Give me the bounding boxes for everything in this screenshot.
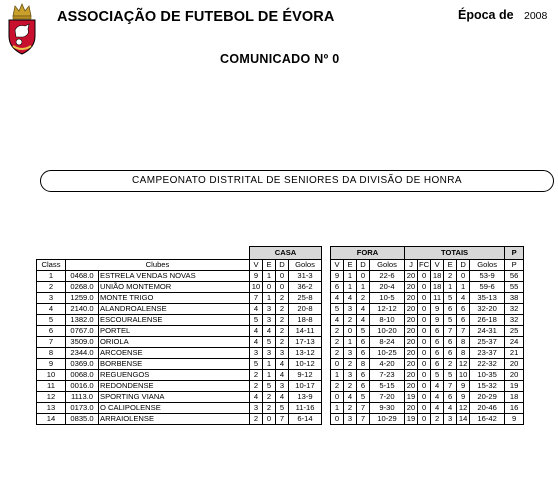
col-points: P bbox=[505, 260, 524, 271]
row-tot-e: 1 bbox=[444, 282, 457, 293]
column-header-row bbox=[37, 260, 524, 271]
row-tot-v: 6 bbox=[431, 326, 444, 337]
row-club-code: 1382.0 bbox=[66, 315, 99, 326]
row-points: 55 bbox=[505, 282, 524, 293]
row-points: 25 bbox=[505, 326, 524, 337]
col-fora-e: E bbox=[344, 260, 357, 271]
row-club-code: 0016.0 bbox=[66, 381, 99, 392]
row-club-code: 1113.0 bbox=[66, 392, 99, 403]
row-tot-j: 20 bbox=[405, 326, 418, 337]
row-tot-fc: 0 bbox=[418, 304, 431, 315]
row-club-code: 2140.0 bbox=[66, 304, 99, 315]
row-tot-j: 20 bbox=[405, 337, 418, 348]
row-club-code: 3509.0 bbox=[66, 337, 99, 348]
table-row bbox=[37, 326, 524, 337]
row-fora-v: 4 bbox=[331, 315, 344, 326]
row-position: 9 bbox=[37, 359, 66, 370]
row-tot-v: 4 bbox=[431, 381, 444, 392]
table-row bbox=[37, 348, 524, 359]
row-position: 1 bbox=[37, 271, 66, 282]
row-casa-golos: 6-14 bbox=[289, 414, 322, 425]
row-club-name: BORBENSE bbox=[99, 359, 250, 370]
row-tot-d: 12 bbox=[457, 359, 470, 370]
col-tot-v: V bbox=[431, 260, 444, 271]
row-tot-fc: 0 bbox=[418, 370, 431, 381]
row-fora-e: 4 bbox=[344, 392, 357, 403]
table-row bbox=[37, 337, 524, 348]
row-tot-fc: 0 bbox=[418, 326, 431, 337]
row-tot-v: 18 bbox=[431, 282, 444, 293]
row-fora-e: 3 bbox=[344, 348, 357, 359]
row-fora-d: 6 bbox=[357, 381, 370, 392]
row-casa-e: 2 bbox=[263, 392, 276, 403]
row-tot-fc: 0 bbox=[418, 414, 431, 425]
row-casa-v: 4 bbox=[250, 337, 263, 348]
table-row bbox=[37, 293, 524, 304]
row-tot-e: 5 bbox=[444, 370, 457, 381]
table-row bbox=[37, 315, 524, 326]
row-fora-d: 1 bbox=[357, 282, 370, 293]
row-casa-e: 5 bbox=[263, 337, 276, 348]
table-row bbox=[37, 414, 524, 425]
row-casa-d: 4 bbox=[276, 392, 289, 403]
row-position: 5 bbox=[37, 315, 66, 326]
row-fora-d: 0 bbox=[357, 271, 370, 282]
row-points: 18 bbox=[505, 392, 524, 403]
row-position: 6 bbox=[37, 326, 66, 337]
row-points: 38 bbox=[505, 293, 524, 304]
row-casa-e: 2 bbox=[263, 403, 276, 414]
row-casa-e: 5 bbox=[263, 381, 276, 392]
row-fora-d: 6 bbox=[357, 370, 370, 381]
row-tot-golos: 22-32 bbox=[470, 359, 505, 370]
row-tot-golos: 26-18 bbox=[470, 315, 505, 326]
row-club-code: 0068.0 bbox=[66, 370, 99, 381]
row-club-code: 0767.0 bbox=[66, 326, 99, 337]
row-casa-d: 7 bbox=[276, 414, 289, 425]
row-tot-fc: 0 bbox=[418, 282, 431, 293]
row-tot-golos: 59-6 bbox=[470, 282, 505, 293]
row-casa-e: 1 bbox=[263, 293, 276, 304]
row-fora-golos: 10-29 bbox=[370, 414, 405, 425]
row-fora-e: 3 bbox=[344, 370, 357, 381]
row-casa-d: 3 bbox=[276, 348, 289, 359]
row-club-code: 2344.0 bbox=[66, 348, 99, 359]
row-fora-e: 1 bbox=[344, 271, 357, 282]
row-fora-golos: 9-30 bbox=[370, 403, 405, 414]
row-tot-fc: 0 bbox=[418, 348, 431, 359]
group-p: P bbox=[505, 247, 524, 260]
season-label: Época de bbox=[458, 8, 514, 22]
row-tot-e: 7 bbox=[444, 381, 457, 392]
row-fora-v: 5 bbox=[331, 304, 344, 315]
row-casa-v: 5 bbox=[250, 315, 263, 326]
row-casa-v: 9 bbox=[250, 271, 263, 282]
row-club-name: UNIÃO MONTEMOR bbox=[99, 282, 250, 293]
row-tot-d: 9 bbox=[457, 381, 470, 392]
row-points: 32 bbox=[505, 304, 524, 315]
row-tot-e: 6 bbox=[444, 337, 457, 348]
row-club-name: PORTEL bbox=[99, 326, 250, 337]
row-club-name: REGUENGOS bbox=[99, 370, 250, 381]
row-fora-v: 6 bbox=[331, 282, 344, 293]
row-club-name: ALANDROALENSE bbox=[99, 304, 250, 315]
table-row bbox=[37, 271, 524, 282]
col-fora-d: D bbox=[357, 260, 370, 271]
row-fora-v: 1 bbox=[331, 370, 344, 381]
group-fora: FORA bbox=[331, 247, 405, 260]
row-tot-golos: 25-37 bbox=[470, 337, 505, 348]
row-club-code: 1259.0 bbox=[66, 293, 99, 304]
row-tot-fc: 0 bbox=[418, 392, 431, 403]
row-position: 13 bbox=[37, 403, 66, 414]
row-casa-golos: 18-8 bbox=[289, 315, 322, 326]
row-fora-v: 1 bbox=[331, 403, 344, 414]
row-casa-d: 0 bbox=[276, 282, 289, 293]
row-casa-e: 3 bbox=[263, 315, 276, 326]
row-club-code: 0268.0 bbox=[66, 282, 99, 293]
row-tot-j: 20 bbox=[405, 403, 418, 414]
row-tot-d: 6 bbox=[457, 315, 470, 326]
row-tot-e: 5 bbox=[444, 315, 457, 326]
row-tot-d: 6 bbox=[457, 304, 470, 315]
competition-banner: CAMPEONATO DISTRITAL DE SENIORES DA DIVISÃO DE HONRA bbox=[40, 170, 554, 192]
row-casa-d: 2 bbox=[276, 293, 289, 304]
row-club-code: 0369.0 bbox=[66, 359, 99, 370]
row-club-name: ESCOURALENSE bbox=[99, 315, 250, 326]
row-tot-d: 0 bbox=[457, 271, 470, 282]
row-casa-d: 0 bbox=[276, 271, 289, 282]
row-tot-e: 4 bbox=[444, 403, 457, 414]
row-casa-golos: 13-9 bbox=[289, 392, 322, 403]
table-row bbox=[37, 359, 524, 370]
row-tot-v: 9 bbox=[431, 304, 444, 315]
col-tot-fc: FC bbox=[419, 260, 430, 269]
row-position: 8 bbox=[37, 348, 66, 359]
row-tot-e: 7 bbox=[444, 326, 457, 337]
row-tot-d: 9 bbox=[457, 392, 470, 403]
row-tot-fc: 0 bbox=[418, 381, 431, 392]
row-club-name: ARCOENSE bbox=[99, 348, 250, 359]
row-tot-d: 8 bbox=[457, 337, 470, 348]
row-position: 3 bbox=[37, 293, 66, 304]
row-tot-v: 18 bbox=[431, 271, 444, 282]
row-casa-e: 3 bbox=[263, 304, 276, 315]
row-casa-v: 3 bbox=[250, 348, 263, 359]
row-tot-fc: 0 bbox=[418, 359, 431, 370]
row-points: 32 bbox=[505, 315, 524, 326]
row-casa-golos: 11-16 bbox=[289, 403, 322, 414]
row-tot-d: 14 bbox=[457, 414, 470, 425]
row-tot-golos: 15-32 bbox=[470, 381, 505, 392]
row-fora-e: 2 bbox=[344, 359, 357, 370]
row-tot-e: 2 bbox=[444, 359, 457, 370]
row-casa-golos: 10-17 bbox=[289, 381, 322, 392]
row-tot-fc: 0 bbox=[418, 315, 431, 326]
row-casa-v: 2 bbox=[250, 370, 263, 381]
col-tot-j: J bbox=[405, 260, 418, 271]
row-casa-v: 2 bbox=[250, 414, 263, 425]
group-totais: TOTAIS bbox=[405, 247, 505, 260]
row-fora-golos: 20-4 bbox=[370, 282, 405, 293]
col-fora-v: V bbox=[331, 260, 344, 271]
row-position: 10 bbox=[37, 370, 66, 381]
row-fora-golos: 7-23 bbox=[370, 370, 405, 381]
row-casa-d: 3 bbox=[276, 381, 289, 392]
row-tot-fc: 0 bbox=[418, 293, 431, 304]
row-fora-e: 1 bbox=[344, 337, 357, 348]
row-position: 7 bbox=[37, 337, 66, 348]
row-tot-golos: 20-29 bbox=[470, 392, 505, 403]
row-fora-d: 2 bbox=[357, 293, 370, 304]
row-tot-j: 20 bbox=[405, 315, 418, 326]
row-fora-e: 2 bbox=[344, 381, 357, 392]
row-tot-j: 20 bbox=[405, 304, 418, 315]
row-position: 2 bbox=[37, 282, 66, 293]
row-tot-j: 19 bbox=[405, 414, 418, 425]
row-tot-golos: 10-35 bbox=[470, 370, 505, 381]
row-tot-d: 7 bbox=[457, 326, 470, 337]
row-tot-v: 4 bbox=[431, 403, 444, 414]
row-fora-v: 0 bbox=[331, 392, 344, 403]
row-casa-golos: 31-3 bbox=[289, 271, 322, 282]
row-tot-d: 8 bbox=[457, 348, 470, 359]
row-fora-d: 5 bbox=[357, 326, 370, 337]
row-tot-v: 6 bbox=[431, 359, 444, 370]
row-tot-j: 19 bbox=[405, 392, 418, 403]
row-tot-e: 6 bbox=[444, 348, 457, 359]
row-casa-golos: 36-2 bbox=[289, 282, 322, 293]
row-tot-j: 20 bbox=[405, 282, 418, 293]
row-fora-golos: 7-20 bbox=[370, 392, 405, 403]
row-fora-v: 2 bbox=[331, 326, 344, 337]
row-casa-v: 5 bbox=[250, 359, 263, 370]
row-club-name: SPORTING VIANA bbox=[99, 392, 250, 403]
row-casa-e: 1 bbox=[263, 271, 276, 282]
row-club-name: ESTRELA VENDAS NOVAS bbox=[99, 271, 250, 282]
row-casa-v: 4 bbox=[250, 326, 263, 337]
row-casa-e: 1 bbox=[263, 359, 276, 370]
row-casa-d: 4 bbox=[276, 370, 289, 381]
group-header-row bbox=[37, 247, 524, 260]
row-club-code: 0835.0 bbox=[66, 414, 99, 425]
row-tot-v: 11 bbox=[431, 293, 444, 304]
row-casa-v: 4 bbox=[250, 392, 263, 403]
row-points: 9 bbox=[505, 414, 524, 425]
row-tot-j: 20 bbox=[405, 381, 418, 392]
row-fora-golos: 8-24 bbox=[370, 337, 405, 348]
row-fora-golos: 22-6 bbox=[370, 271, 405, 282]
row-club-name: O CALIPOLENSE bbox=[99, 403, 250, 414]
group-casa: CASA bbox=[250, 247, 322, 260]
row-casa-e: 0 bbox=[263, 414, 276, 425]
row-casa-d: 2 bbox=[276, 326, 289, 337]
row-tot-v: 2 bbox=[431, 414, 444, 425]
col-clubes: Clubes bbox=[66, 260, 250, 271]
row-casa-golos: 20-8 bbox=[289, 304, 322, 315]
row-casa-d: 2 bbox=[276, 304, 289, 315]
row-club-code: 0173.0 bbox=[66, 403, 99, 414]
row-tot-j: 20 bbox=[405, 348, 418, 359]
row-tot-d: 12 bbox=[457, 403, 470, 414]
row-position: 11 bbox=[37, 381, 66, 392]
col-tot-e: E bbox=[444, 260, 457, 271]
row-fora-d: 8 bbox=[357, 359, 370, 370]
row-fora-e: 1 bbox=[344, 282, 357, 293]
row-club-name: ORIOLA bbox=[99, 337, 250, 348]
row-tot-golos: 23-37 bbox=[470, 348, 505, 359]
col-casa-v: V bbox=[250, 260, 263, 271]
row-tot-golos: 53-9 bbox=[470, 271, 505, 282]
row-tot-e: 5 bbox=[444, 293, 457, 304]
row-club-code: 0468.0 bbox=[66, 271, 99, 282]
row-fora-d: 6 bbox=[357, 337, 370, 348]
row-fora-e: 4 bbox=[344, 293, 357, 304]
row-casa-v: 7 bbox=[250, 293, 263, 304]
row-fora-golos: 10-5 bbox=[370, 293, 405, 304]
row-fora-e: 3 bbox=[344, 414, 357, 425]
row-fora-v: 2 bbox=[331, 337, 344, 348]
row-fora-v: 2 bbox=[331, 381, 344, 392]
row-casa-golos: 13-12 bbox=[289, 348, 322, 359]
row-casa-v: 2 bbox=[250, 381, 263, 392]
row-tot-j: 20 bbox=[405, 293, 418, 304]
row-tot-j: 20 bbox=[405, 271, 418, 282]
row-tot-d: 10 bbox=[457, 370, 470, 381]
col-tot-golos: Golos bbox=[470, 260, 505, 271]
row-casa-v: 4 bbox=[250, 304, 263, 315]
table-row bbox=[37, 304, 524, 315]
row-points: 20 bbox=[505, 359, 524, 370]
row-tot-e: 2 bbox=[444, 271, 457, 282]
row-tot-v: 6 bbox=[431, 337, 444, 348]
row-tot-e: 3 bbox=[444, 414, 457, 425]
table-row bbox=[37, 370, 524, 381]
row-casa-v: 10 bbox=[250, 282, 263, 293]
row-fora-golos: 10-25 bbox=[370, 348, 405, 359]
row-fora-v: 4 bbox=[331, 293, 344, 304]
row-fora-golos: 4-20 bbox=[370, 359, 405, 370]
col-tot-d: D bbox=[457, 260, 470, 271]
row-tot-v: 6 bbox=[431, 348, 444, 359]
row-casa-d: 2 bbox=[276, 337, 289, 348]
row-fora-golos: 5-15 bbox=[370, 381, 405, 392]
row-points: 21 bbox=[505, 348, 524, 359]
row-tot-golos: 35-13 bbox=[470, 293, 505, 304]
col-casa-d: D bbox=[276, 260, 289, 271]
row-tot-golos: 16-42 bbox=[470, 414, 505, 425]
row-fora-v: 2 bbox=[331, 348, 344, 359]
row-casa-golos: 17-13 bbox=[289, 337, 322, 348]
row-fora-v: 0 bbox=[331, 359, 344, 370]
row-fora-golos: 12-12 bbox=[370, 304, 405, 315]
row-fora-v: 0 bbox=[331, 414, 344, 425]
col-class: Class bbox=[37, 260, 66, 271]
row-casa-d: 5 bbox=[276, 403, 289, 414]
row-fora-d: 5 bbox=[357, 392, 370, 403]
row-casa-v: 3 bbox=[250, 403, 263, 414]
row-tot-fc: 0 bbox=[418, 403, 431, 414]
row-fora-e: 2 bbox=[344, 403, 357, 414]
row-position: 14 bbox=[37, 414, 66, 425]
row-points: 24 bbox=[505, 337, 524, 348]
association-title: ASSOCIAÇÃO DE FUTEBOL DE ÉVORA bbox=[57, 9, 335, 25]
row-fora-d: 4 bbox=[357, 304, 370, 315]
row-tot-fc: 0 bbox=[418, 271, 431, 282]
col-fora-golos: Golos bbox=[370, 260, 405, 271]
col-casa-e: E bbox=[263, 260, 276, 271]
table-row bbox=[37, 403, 524, 414]
row-casa-e: 0 bbox=[263, 282, 276, 293]
row-points: 56 bbox=[505, 271, 524, 282]
row-fora-golos: 10-20 bbox=[370, 326, 405, 337]
row-tot-golos: 32-20 bbox=[470, 304, 505, 315]
row-tot-e: 6 bbox=[444, 392, 457, 403]
row-club-name: REDONDENSE bbox=[99, 381, 250, 392]
row-fora-golos: 8-10 bbox=[370, 315, 405, 326]
row-fora-e: 3 bbox=[344, 304, 357, 315]
row-tot-golos: 20-46 bbox=[470, 403, 505, 414]
row-tot-e: 6 bbox=[444, 304, 457, 315]
row-tot-d: 4 bbox=[457, 293, 470, 304]
table-row bbox=[37, 381, 524, 392]
row-casa-golos: 25-8 bbox=[289, 293, 322, 304]
standings-table bbox=[36, 246, 524, 425]
row-tot-v: 9 bbox=[431, 315, 444, 326]
row-fora-e: 0 bbox=[344, 326, 357, 337]
row-tot-j: 20 bbox=[405, 370, 418, 381]
row-casa-d: 2 bbox=[276, 315, 289, 326]
row-club-name: MONTE TRIGO bbox=[99, 293, 250, 304]
row-casa-e: 3 bbox=[263, 348, 276, 359]
row-casa-golos: 9-12 bbox=[289, 370, 322, 381]
row-fora-e: 2 bbox=[344, 315, 357, 326]
col-casa-golos: Golos bbox=[289, 260, 322, 271]
row-fora-d: 7 bbox=[357, 403, 370, 414]
row-tot-golos: 24-31 bbox=[470, 326, 505, 337]
row-fora-v: 9 bbox=[331, 271, 344, 282]
row-points: 20 bbox=[505, 370, 524, 381]
communique-title: COMUNICADO Nº 0 bbox=[220, 52, 340, 66]
row-casa-golos: 10-12 bbox=[289, 359, 322, 370]
row-casa-golos: 14-11 bbox=[289, 326, 322, 337]
row-tot-j: 20 bbox=[405, 359, 418, 370]
row-position: 4 bbox=[37, 304, 66, 315]
row-tot-v: 5 bbox=[431, 370, 444, 381]
row-tot-d: 1 bbox=[457, 282, 470, 293]
row-points: 16 bbox=[505, 403, 524, 414]
row-casa-e: 1 bbox=[263, 370, 276, 381]
row-position: 12 bbox=[37, 392, 66, 403]
row-fora-d: 7 bbox=[357, 414, 370, 425]
row-club-name: ARRAIOLENSE bbox=[99, 414, 250, 425]
row-casa-d: 4 bbox=[276, 359, 289, 370]
row-fora-d: 6 bbox=[357, 348, 370, 359]
table-row bbox=[37, 282, 524, 293]
table-row bbox=[37, 392, 524, 403]
row-fora-d: 4 bbox=[357, 315, 370, 326]
season-value: 2008 bbox=[524, 10, 548, 22]
row-points: 19 bbox=[505, 381, 524, 392]
association-crest-logo bbox=[3, 2, 41, 56]
row-tot-fc: 0 bbox=[418, 337, 431, 348]
row-tot-v: 4 bbox=[431, 392, 444, 403]
row-casa-e: 4 bbox=[263, 326, 276, 337]
